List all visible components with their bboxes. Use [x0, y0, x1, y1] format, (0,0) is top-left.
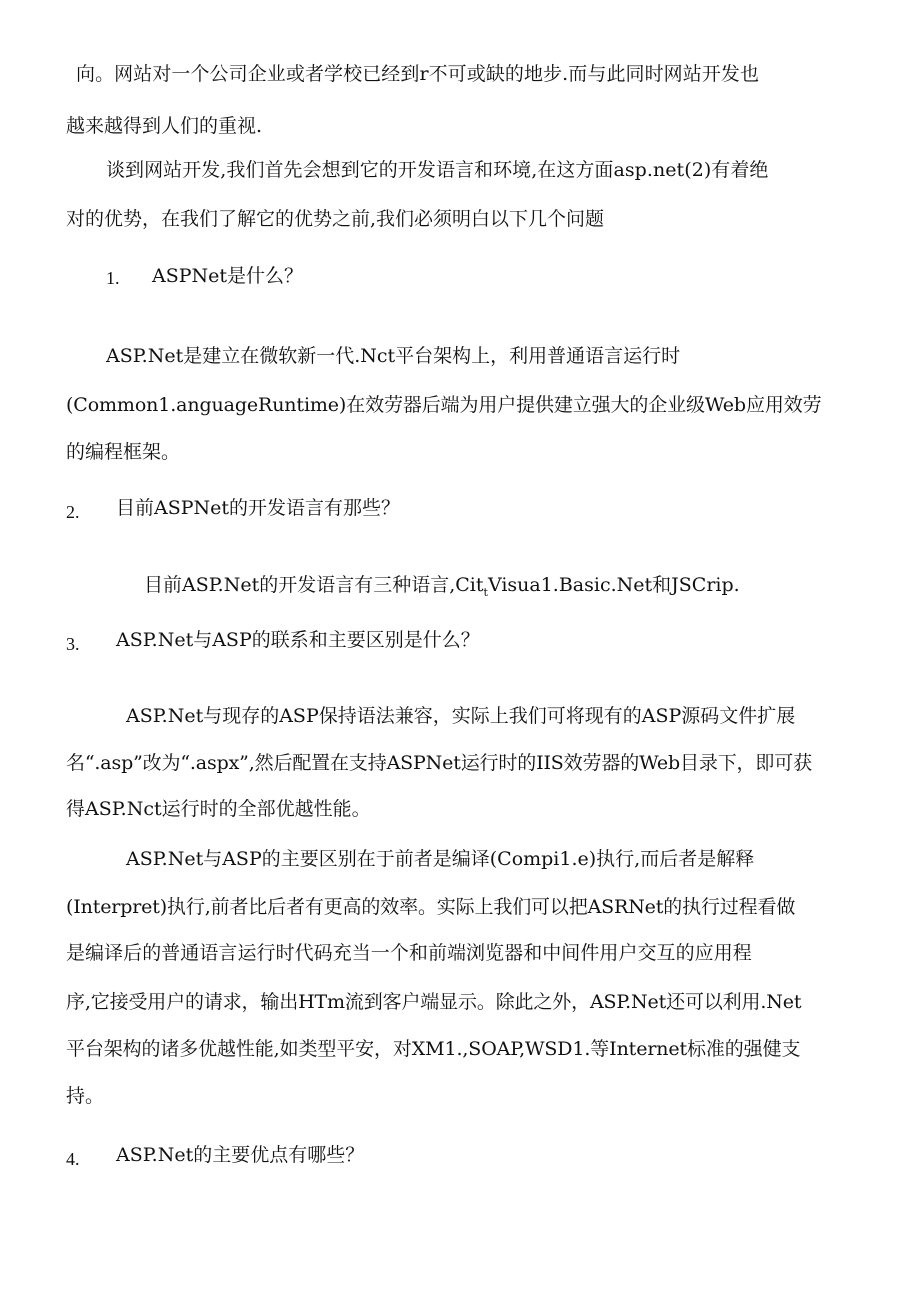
paragraph-3-line-1: ASP.Net是建立在微软新一代.Nct平台架构上，利用普通语言运行时 [106, 345, 681, 367]
answer-2-after-sub: Visua1.Basic.Net和JSCrip. [487, 574, 740, 596]
paragraph-5-line-4: 序,它接受用户的请求，输出HTm流到客户端显示。除此之外，ASP.Net还可以利用.Net [66, 991, 802, 1013]
paragraph-2-line-2: 对的优势，在我们了解它的优势之前,我们必须明白以下几个问题 [66, 208, 605, 230]
paragraph-4-line-1: ASP.Net与现存的ASP保持语法兼容，实际上我们可将现有的ASP源码文件扩展 [126, 705, 796, 727]
question-1-text: ASPNet是什么？ [152, 265, 304, 287]
answer-2-before-sub: 目前ASP.Net的开发语言有三种语言,Cit [144, 574, 484, 596]
answer-2-sub: t [483, 585, 488, 599]
question-3-text: ASP.Net与ASP的联系和主要区别是什么？ [116, 629, 480, 651]
question-4-number: 4. [66, 1149, 80, 1169]
paragraph-5-line-2: (Interpret)执行,前者比后者有更高的效率。实际上我们可以把ASRNet的执行过程看做 [66, 896, 796, 918]
paragraph-3-line-3: 的编程框架。 [66, 441, 181, 463]
question-4-text: ASP.Net的主要优点有哪些？ [116, 1144, 365, 1166]
question-1-number: 1. [106, 268, 120, 288]
paragraph-5-line-6: 持。 [66, 1085, 105, 1107]
paragraph-4-line-3: 得ASP.Nct运行时的全部优越性能。 [66, 798, 371, 820]
paragraph-4-line-2: 名“.asp”改为“.aspx”,然后配置在支持ASPNet运行时的IIS效劳器的Web目录下，即可获 [66, 752, 812, 774]
paragraph-3-line-2: (Common1.anguageRuntime)在效劳器后端为用户提供建立强大的企业级Web应用效劳 [66, 394, 822, 416]
paragraph-2-line-1: 谈到网站开发,我们首先会想到它的开发语言和环境,在这方面asp.net(2)有着绝 [106, 159, 769, 181]
paragraph-5-line-5: 平台架构的诸多优越性能,如类型平安，对XM1.,SOAP,WSD1.等Internet标准的强健支 [66, 1038, 801, 1060]
paragraph-1-line-1: 向。网站对一个公司企业或者学校已经到r不可或缺的地步.而与此同时网站开发也 [76, 63, 760, 85]
paragraph-5-line-1: ASP.Net与ASP的主要区别在于前者是编译(Compi1.e)执行,而后者是解释 [126, 848, 755, 870]
paragraph-5-line-3: 是编译后的普通语言运行时代码充当一个和前端浏览器和中间件用户交互的应用程 [66, 942, 752, 964]
paragraph-1-line-2: 越来越得到人们的重视. [66, 115, 263, 137]
answer-2-text [144, 573, 740, 605]
question-2-text: 目前ASPNet的开发语言有那些？ [116, 497, 401, 519]
question-3-number: 3. [66, 634, 80, 654]
question-2-number: 2. [66, 502, 80, 522]
